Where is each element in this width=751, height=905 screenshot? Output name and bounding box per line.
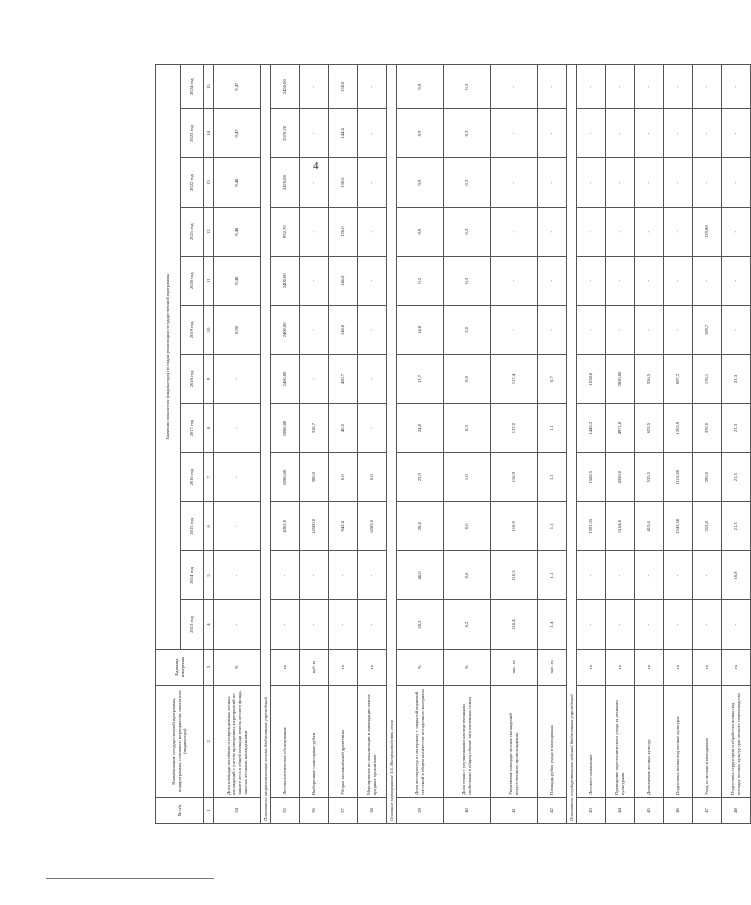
value-cell: 1,0	[444, 453, 491, 502]
value-cell: -	[577, 65, 606, 109]
row-number: 37	[329, 797, 358, 823]
value-cell: -	[271, 600, 300, 649]
row-number: 34	[214, 797, 261, 823]
value-cell: 2570,20	[271, 109, 300, 158]
indicator-name: Уборка захламлённой древесины	[329, 685, 358, 797]
value-cell: -	[606, 109, 635, 158]
value-cell: 9,9	[397, 109, 444, 158]
value-cell: 2400,00	[271, 305, 300, 354]
value-cell: -	[635, 305, 664, 354]
column-number: 6	[204, 502, 214, 551]
value-cell: -	[300, 354, 329, 403]
value-cell: 2450,00	[271, 65, 300, 109]
table-row	[538, 65, 567, 824]
table-row	[358, 65, 387, 824]
value-cell: 21,3	[722, 354, 751, 403]
section-title: Показатели опорноотличных лесных бюджетных учреждений	[261, 65, 271, 824]
header-unit: Единица измерения	[156, 649, 204, 685]
value-cell: -	[300, 256, 329, 305]
value-cell: -	[577, 256, 606, 305]
value-cell: 450,7	[329, 354, 358, 403]
table-body	[214, 65, 751, 824]
unit-cell: %	[397, 649, 444, 685]
value-cell: 0,3	[444, 65, 491, 109]
value-cell: -	[358, 109, 387, 158]
year-header: 2019 год	[181, 305, 204, 354]
value-cell: -	[300, 207, 329, 256]
value-cell: 5164,6	[606, 502, 635, 551]
table-row	[693, 65, 722, 824]
year-header: 2022 год	[181, 158, 204, 207]
value-cell: 0,3	[444, 158, 491, 207]
value-cell: -	[577, 305, 606, 354]
value-cell: 16500,0	[300, 502, 329, 551]
value-cell: 28,3	[397, 600, 444, 649]
value-cell: 0,0	[329, 453, 358, 502]
value-cell: 21,3	[722, 502, 751, 551]
value-cell: 1,1	[538, 453, 567, 502]
indicator-name: Доля лесокультур от материалу с закрытой корневой системой в общем количестве посадочного материала	[397, 685, 444, 797]
value-cell: -	[538, 207, 567, 256]
value-cell: 0,0	[358, 453, 387, 502]
header-name: Наименование государственной программы, подпрограммы, основного мероприятия, показателя (индикатора)	[156, 685, 204, 797]
value-cell: 300,0	[300, 453, 329, 502]
value-cell: -	[491, 256, 538, 305]
table-row	[722, 65, 751, 824]
value-cell: -	[577, 207, 606, 256]
year-header: 2018 год	[181, 354, 204, 403]
value-cell: 697,2	[664, 354, 693, 403]
value-cell: 0,7	[538, 354, 567, 403]
table-row	[397, 65, 444, 824]
value-cell: -	[722, 65, 751, 109]
value-cell: -	[358, 600, 387, 649]
value-cell: -	[214, 600, 261, 649]
value-cell: 0,2	[444, 600, 491, 649]
value-cell: 0,3	[444, 207, 491, 256]
column-number: 9	[204, 354, 214, 403]
indicator-name: Увеличение площади лесных насаждений искусственного происхождения	[491, 685, 538, 797]
value-cell: -	[722, 256, 751, 305]
value-cell: -	[538, 305, 567, 354]
value-cell: 1,1	[538, 551, 567, 600]
table-row	[606, 65, 635, 824]
value-cell: 21,3	[722, 453, 751, 502]
table-row	[577, 65, 606, 824]
value-cell: -	[358, 207, 387, 256]
year-header: 2015 год	[181, 502, 204, 551]
value-cell: -	[214, 502, 261, 551]
year-header: 2017 год	[181, 404, 204, 453]
value-cell: 2470,80	[271, 158, 300, 207]
value-cell: -	[722, 158, 751, 207]
row-number: 48	[722, 797, 751, 823]
value-cell: -	[214, 453, 261, 502]
year-header: 2024 год	[181, 65, 204, 109]
value-cell: 932,70	[271, 207, 300, 256]
indicators-table	[155, 64, 751, 824]
value-cell: -	[664, 256, 693, 305]
unit-cell: га	[635, 649, 664, 685]
value-cell: 24,8	[397, 404, 444, 453]
value-cell: 1,4	[538, 600, 567, 649]
value-cell: -	[693, 158, 722, 207]
column-number: 14	[204, 109, 214, 158]
table-row	[444, 65, 491, 824]
section-title: Показатели государственных заданий бюджетных учреждений	[567, 65, 577, 824]
value-cell: 8000,00	[271, 404, 300, 453]
value-cell: 178,1	[693, 354, 722, 403]
value-cell: -	[491, 158, 538, 207]
unit-cell: куб. м	[300, 649, 329, 685]
unit-cell: га	[606, 649, 635, 685]
value-cell: 556,5	[635, 354, 664, 403]
year-header: 2016 год	[181, 453, 204, 502]
indicator-name: Площадь рубок ухода в молодняках	[538, 685, 567, 797]
value-cell: -	[664, 65, 693, 109]
value-cell: 1,1	[538, 502, 567, 551]
column-numbers-row	[204, 65, 214, 824]
value-cell: -	[635, 158, 664, 207]
value-cell: -	[214, 354, 261, 403]
value-cell: -	[358, 305, 387, 354]
value-cell: 3850,00	[606, 354, 635, 403]
unit-cell: га	[664, 649, 693, 685]
value-cell: -	[722, 600, 751, 649]
value-cell: -	[635, 600, 664, 649]
value-cell: -	[664, 109, 693, 158]
value-cell: 116,4	[491, 600, 538, 649]
page-number: 4	[313, 160, 319, 172]
indicator-name: Проведение агротехнического ухода за лесными культурами	[606, 685, 635, 797]
value-cell: 129,89	[693, 207, 722, 256]
value-cell: -	[606, 207, 635, 256]
value-cell: 144,4	[329, 109, 358, 158]
table-row	[664, 65, 693, 824]
section-row	[567, 65, 577, 824]
value-cell: 13,7	[397, 354, 444, 403]
unit-cell: тыс. га	[491, 649, 538, 685]
value-cell: -	[635, 65, 664, 109]
value-cell: -	[722, 109, 751, 158]
row-number: 35	[271, 797, 300, 823]
value-cell: 116,9	[491, 453, 538, 502]
value-cell: 4302,0	[271, 502, 300, 551]
value-cell: -	[358, 354, 387, 403]
value-cell: 9,9	[397, 158, 444, 207]
value-cell: 138,8	[329, 65, 358, 109]
value-cell: -	[606, 65, 635, 109]
value-cell: 1543,50	[664, 502, 693, 551]
value-cell: -	[358, 256, 387, 305]
value-cell: -	[358, 158, 387, 207]
value-cell: -	[358, 551, 387, 600]
value-cell: 8,96	[214, 305, 261, 354]
value-cell: -	[214, 551, 261, 600]
table-row	[300, 65, 329, 824]
indicator-name: Лесопатологическое обследование	[271, 685, 300, 797]
value-cell: 4971,8	[606, 404, 635, 453]
unit-cell: га	[329, 649, 358, 685]
value-cell: 9,47	[214, 65, 261, 109]
year-header: 2021 год	[181, 207, 204, 256]
value-cell: -	[300, 158, 329, 207]
value-cell: -	[635, 256, 664, 305]
value-cell: -	[214, 404, 261, 453]
value-cell: 0,3	[444, 109, 491, 158]
value-cell: 1391,35	[577, 502, 606, 551]
unit-cell: %	[444, 649, 491, 685]
value-cell: -	[606, 256, 635, 305]
value-cell: 146,8	[329, 256, 358, 305]
table-row	[491, 65, 538, 824]
row-number: 38	[358, 797, 387, 823]
value-cell: -	[329, 600, 358, 649]
column-number: 4	[204, 600, 214, 649]
indicator-name: Лесовосстановление	[577, 685, 606, 797]
value-cell: -	[300, 600, 329, 649]
column-number: 8	[204, 404, 214, 453]
value-cell: -	[635, 207, 664, 256]
value-cell: 1446,2	[577, 404, 606, 453]
table-row	[271, 65, 300, 824]
value-cell: -	[606, 305, 635, 354]
value-cell: 10,8	[722, 551, 751, 600]
value-cell: -	[577, 109, 606, 158]
value-cell: 1038,8	[577, 354, 606, 403]
value-cell: 0,3	[444, 404, 491, 453]
row-number: 47	[693, 797, 722, 823]
indicator-name: Подготовка территории и обработка почвы под посадку лесных культур для лесного семеноводства	[722, 685, 751, 797]
value-cell: 6283,0	[358, 502, 387, 551]
value-cell: -	[664, 600, 693, 649]
value-cell: -	[491, 207, 538, 256]
header-num: № п/п	[156, 797, 204, 823]
column-number: 11	[204, 256, 214, 305]
year-header: 2020 год	[181, 256, 204, 305]
value-cell: 0,0	[444, 502, 491, 551]
value-cell: 146,8	[329, 305, 358, 354]
column-number: 13	[204, 158, 214, 207]
value-cell: -	[664, 207, 693, 256]
value-cell: -	[635, 109, 664, 158]
value-cell: -	[693, 256, 722, 305]
unit-cell: тыс. га	[538, 649, 567, 685]
indicator-name: Дополнение лесных культур	[635, 685, 664, 797]
indicator-name: Выборочные санитарные рубки	[300, 685, 329, 797]
value-cell: 2400,00	[271, 256, 300, 305]
row-number: 45	[635, 797, 664, 823]
value-cell: 20,4	[397, 502, 444, 551]
value-cell: -	[358, 404, 387, 453]
value-cell: 2,0	[444, 305, 491, 354]
indicator-name: Доля семян с улучшенными наследственными свойствами в общем объеме заготовленных семян	[444, 685, 491, 797]
value-cell: 370,0	[693, 404, 722, 453]
value-cell: 21,3	[722, 404, 751, 453]
column-number: 2	[204, 685, 214, 797]
value-cell: 1262,9	[664, 404, 693, 453]
row-number: 44	[606, 797, 635, 823]
value-cell: 0,3	[444, 256, 491, 305]
unit-cell: га	[271, 649, 300, 685]
value-cell: -	[664, 551, 693, 600]
row-number: 43	[577, 797, 606, 823]
value-cell: 9,9	[397, 65, 444, 109]
value-cell: -	[491, 109, 538, 158]
row-number: 36	[300, 797, 329, 823]
rotated-table-container	[155, 64, 741, 824]
value-cell: 295,0	[693, 453, 722, 502]
value-cell: -	[664, 158, 693, 207]
year-header: 2023 год	[181, 109, 204, 158]
section-row	[261, 65, 271, 824]
value-cell: -	[538, 158, 567, 207]
value-cell: -	[664, 305, 693, 354]
column-number: 5	[204, 551, 214, 600]
value-cell: 318,7	[300, 404, 329, 453]
table-row	[635, 65, 664, 824]
value-cell: -	[271, 551, 300, 600]
value-cell: 189,7	[693, 305, 722, 354]
value-cell: 130,6	[329, 158, 358, 207]
row-number: 41	[491, 797, 538, 823]
value-cell: 1,1	[538, 404, 567, 453]
value-cell: -	[606, 158, 635, 207]
row-number: 46	[664, 797, 693, 823]
value-cell: -	[491, 65, 538, 109]
value-cell: -	[300, 305, 329, 354]
value-cell: -	[577, 600, 606, 649]
value-cell: -	[491, 305, 538, 354]
indicator-name: Уход за лесами в молодняках	[693, 685, 722, 797]
unit-cell: %	[214, 649, 261, 685]
value-cell: 117,0	[491, 404, 538, 453]
row-number: 39	[397, 797, 444, 823]
value-cell: -	[722, 305, 751, 354]
column-number: 3	[204, 649, 214, 685]
column-number: 15	[204, 65, 214, 109]
value-cell: 9,9	[397, 207, 444, 256]
section-row	[387, 65, 397, 824]
value-cell: -	[577, 551, 606, 600]
value-cell: -	[538, 256, 567, 305]
year-header: 2013 год	[181, 600, 204, 649]
row-number: 42	[538, 797, 567, 823]
indicator-name: Мероприятия по локализации и ликвидации очагов вредных организмов	[358, 685, 387, 797]
column-number: 7	[204, 453, 214, 502]
value-cell: -	[693, 551, 722, 600]
value-cell: 9,47	[214, 109, 261, 158]
value-cell: -	[300, 551, 329, 600]
unit-cell: га	[722, 649, 751, 685]
value-cell: 942,4	[329, 502, 358, 551]
value-cell: 553,8	[693, 502, 722, 551]
value-cell: 0,2	[397, 256, 444, 305]
value-cell: 116,5	[491, 551, 538, 600]
column-number: 12	[204, 207, 214, 256]
value-cell: 4350,0	[606, 453, 635, 502]
value-cell: 8000,00	[271, 453, 300, 502]
indicator-name: Подготовка почвы под лесные культуры	[664, 685, 693, 797]
value-cell: -	[606, 600, 635, 649]
year-header: 2014 год	[181, 551, 204, 600]
section-title: Основное мероприятие 1.6. Воспроизводство лесов	[387, 65, 397, 824]
value-cell: -	[722, 207, 751, 256]
value-cell: 9,48	[214, 207, 261, 256]
unit-cell: га	[693, 649, 722, 685]
value-cell: -	[693, 109, 722, 158]
value-cell: -	[693, 65, 722, 109]
value-cell: 9,48	[214, 256, 261, 305]
table-row	[214, 65, 261, 824]
value-cell: -	[538, 65, 567, 109]
value-cell: 126,0	[329, 207, 358, 256]
value-cell: -	[300, 109, 329, 158]
column-number: 10	[204, 305, 214, 354]
column-number: 1	[204, 797, 214, 823]
value-cell: 0,0	[444, 354, 491, 403]
value-cell: 23,9	[397, 453, 444, 502]
unit-cell: га	[358, 649, 387, 685]
value-cell: 2450,00	[271, 354, 300, 403]
value-cell: -	[577, 158, 606, 207]
value-cell: -	[329, 551, 358, 600]
value-cell: -	[693, 600, 722, 649]
value-cell: 1568,5	[577, 453, 606, 502]
header-values: Значения показателя (индикатора) по годам реализации государственной программы	[156, 65, 181, 650]
value-cell: 1115,00	[664, 453, 693, 502]
value-cell: -	[606, 551, 635, 600]
value-cell: 40,0	[397, 551, 444, 600]
value-cell: -	[538, 109, 567, 158]
value-cell: -	[300, 65, 329, 109]
value-cell: -	[358, 65, 387, 109]
value-cell: 40,0	[329, 404, 358, 453]
row-number: 40	[444, 797, 491, 823]
value-cell: 116,9	[491, 502, 538, 551]
footnote-divider	[46, 878, 214, 879]
value-cell: -	[635, 551, 664, 600]
value-cell: 14,8	[397, 305, 444, 354]
indicator-name: Доля площади погибших и поврежденных лесных насаждений с учетом проведенных мероприятий по защите леса в общей площади земель лесного фонда, занятых лесными насаждениями	[214, 685, 261, 797]
value-cell: 9,48	[214, 158, 261, 207]
value-cell: 623,5	[635, 404, 664, 453]
value-cell: 0,6	[444, 551, 491, 600]
value-cell: 415,6	[635, 502, 664, 551]
value-cell: 117,4	[491, 354, 538, 403]
value-cell: 535,5	[635, 453, 664, 502]
table-row	[329, 65, 358, 824]
unit-cell: га	[577, 649, 606, 685]
